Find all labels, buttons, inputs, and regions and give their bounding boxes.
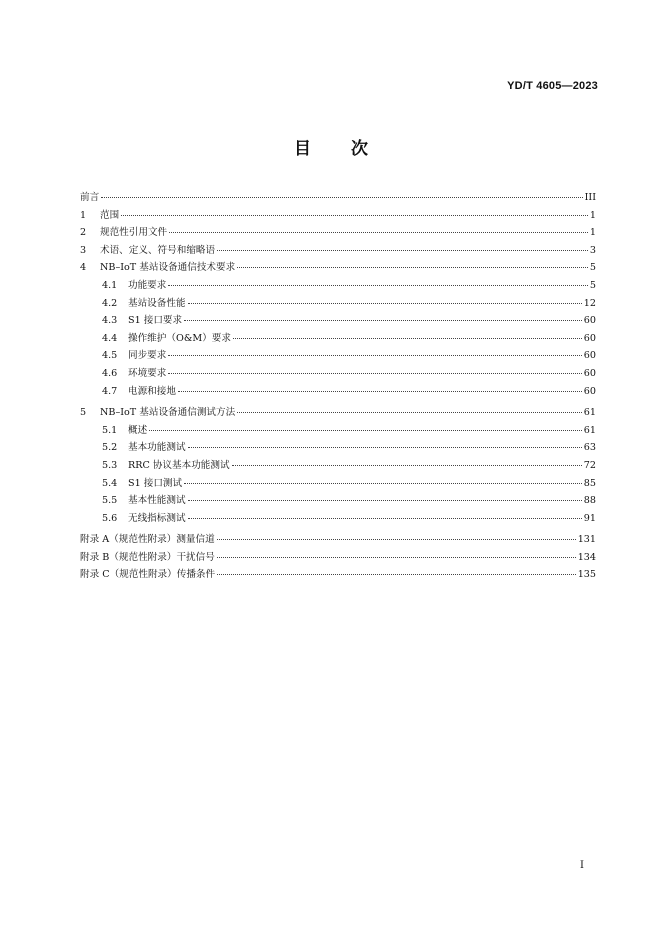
toc-subsection-row[interactable] [80, 422, 596, 440]
toc-entry-page: 85 [583, 477, 596, 489]
toc-entry-number: 4.3 [102, 315, 118, 327]
page-title: 目次 [294, 139, 408, 159]
toc-entry-label: 同步要求 [128, 350, 167, 362]
dot-leader [188, 518, 582, 519]
toc-entry-number: 5.1 [102, 424, 118, 436]
toc-entry-page: 134 [577, 551, 596, 563]
toc-subsection-row[interactable] [80, 457, 596, 475]
toc-entry-label: 基本性能测试 [128, 495, 186, 507]
toc-entry-page: 60 [583, 332, 596, 344]
toc-entry-number: 4.4 [102, 332, 118, 344]
dot-leader [237, 412, 582, 413]
toc-subsection-row[interactable] [80, 510, 596, 528]
toc-entry-page: 60 [583, 367, 596, 379]
toc-entry-label: 环境要求 [128, 367, 167, 379]
dot-leader [233, 338, 582, 339]
dot-leader [188, 447, 582, 448]
toc-section-row[interactable] [80, 404, 596, 422]
toc-subsection-row[interactable] [80, 365, 596, 383]
toc-subsection-row[interactable] [80, 330, 596, 348]
toc-entry-page: 12 [583, 297, 596, 309]
dot-leader [184, 483, 582, 484]
toc-subsection-row[interactable] [80, 295, 596, 313]
toc-entry-number: 4.1 [102, 279, 118, 291]
dot-leader [217, 250, 588, 251]
toc-entry-label: S1 接口要求 [128, 315, 183, 327]
toc-entry-page: 88 [583, 495, 596, 507]
toc-entry-label: 术语、定义、符号和缩略语 [100, 244, 216, 256]
toc-entry-page: III [584, 192, 596, 203]
toc-section-row[interactable] [80, 207, 596, 225]
toc-subsection-row[interactable] [80, 439, 596, 457]
dot-leader [217, 557, 576, 558]
toc-entry-label: 功能要求 [128, 279, 167, 291]
toc-subsection-row[interactable] [80, 383, 596, 401]
toc-entry-label: 规范性引用文件 [100, 227, 168, 239]
toc-section-row[interactable] [80, 566, 596, 584]
toc-entry-number: 5.6 [102, 512, 118, 524]
toc-entry-label: 无线指标测试 [128, 512, 186, 524]
dot-leader [149, 430, 582, 431]
toc-entry-label: NB–IoT 基站设备通信技术要求 [100, 262, 236, 274]
toc-entry-page: 60 [583, 385, 596, 397]
toc-entry-page: 135 [577, 569, 596, 581]
toc-entry-number: 4.7 [102, 385, 118, 397]
toc-entry-page: 60 [583, 315, 596, 327]
toc-entry-page: 60 [583, 350, 596, 362]
dot-leader [178, 391, 582, 392]
toc-section-row[interactable] [80, 242, 596, 260]
dot-leader [188, 500, 582, 501]
dot-leader [168, 285, 588, 286]
toc-entry-page: 91 [583, 512, 596, 524]
toc-entry-label: 概述 [128, 424, 148, 436]
table-of-contents [80, 189, 596, 584]
dot-leader [169, 232, 588, 233]
toc-section-row[interactable] [80, 531, 596, 549]
dot-leader [217, 574, 576, 575]
toc-subsection-row[interactable] [80, 277, 596, 295]
dot-leader [184, 320, 582, 321]
toc-entry-label: 附录 A（规范性附录）测量信道 [80, 534, 215, 546]
toc-entry-number: 5.2 [102, 442, 118, 454]
toc-entry-number: 5.4 [102, 477, 118, 489]
toc-entry-number: 5.3 [102, 459, 118, 471]
toc-entry-number: 1 [80, 209, 87, 221]
toc-entry-label: 基本功能测试 [128, 442, 186, 454]
toc-section-row[interactable] [80, 224, 596, 242]
toc-entry-page: 131 [577, 534, 596, 546]
toc-entry-page: 1 [589, 227, 596, 239]
page-number: I [580, 860, 584, 871]
toc-entry-number: 4.5 [102, 350, 118, 362]
toc-entry-label: 附录 C（规范性附录）传播条件 [80, 569, 216, 581]
toc-entry-number: 2 [80, 227, 87, 239]
toc-entry-page: 61 [583, 424, 596, 436]
toc-entry-label: NB–IoT 基站设备通信测试方法 [100, 407, 236, 419]
toc-section-row[interactable] [80, 259, 596, 277]
toc-entry-page: 5 [589, 279, 596, 291]
document-code: YD/T 4605—2023 [507, 80, 598, 92]
toc-entry-number: 4.2 [102, 297, 118, 309]
toc-section-row[interactable] [80, 549, 596, 567]
dot-leader [121, 215, 588, 216]
dot-leader [188, 303, 582, 304]
toc-entry-label: 范围 [100, 209, 120, 221]
toc-entry-page: 3 [589, 244, 596, 256]
toc-subsection-row[interactable] [80, 492, 596, 510]
dot-leader [232, 465, 582, 466]
toc-entry-page: 61 [583, 407, 596, 419]
toc-entry-page: 5 [589, 262, 596, 274]
toc-entry-page: 1 [589, 209, 596, 221]
toc-entry-number: 5.5 [102, 495, 118, 507]
toc-entry-page: 72 [583, 459, 596, 471]
toc-subsection-row[interactable] [80, 312, 596, 330]
toc-entry-number: 5 [80, 407, 87, 419]
dot-leader [237, 267, 588, 268]
dot-leader [217, 539, 576, 540]
toc-entry-label: 前言 [80, 192, 100, 203]
toc-entry-label: 电源和接地 [128, 385, 176, 397]
dot-leader [101, 197, 582, 198]
toc-subsection-row[interactable] [80, 475, 596, 493]
toc-entry-label: S1 接口测试 [128, 477, 183, 489]
toc-entry-label: RRC 协议基本功能测试 [128, 459, 230, 471]
toc-entry-number: 4.6 [102, 367, 118, 379]
toc-entry-label: 操作维护（O&M）要求 [128, 332, 231, 344]
toc-entry-number: 4 [80, 262, 87, 274]
toc-entry-label: 基站设备性能 [128, 297, 186, 309]
toc-entry-page: 63 [583, 442, 596, 454]
toc-section-row[interactable] [80, 189, 596, 207]
toc-entry-number: 3 [80, 244, 87, 256]
dot-leader [168, 355, 581, 356]
toc-subsection-row[interactable] [80, 347, 596, 365]
toc-entry-label: 附录 B（规范性附录）干扰信号 [80, 551, 215, 563]
dot-leader [168, 373, 581, 374]
